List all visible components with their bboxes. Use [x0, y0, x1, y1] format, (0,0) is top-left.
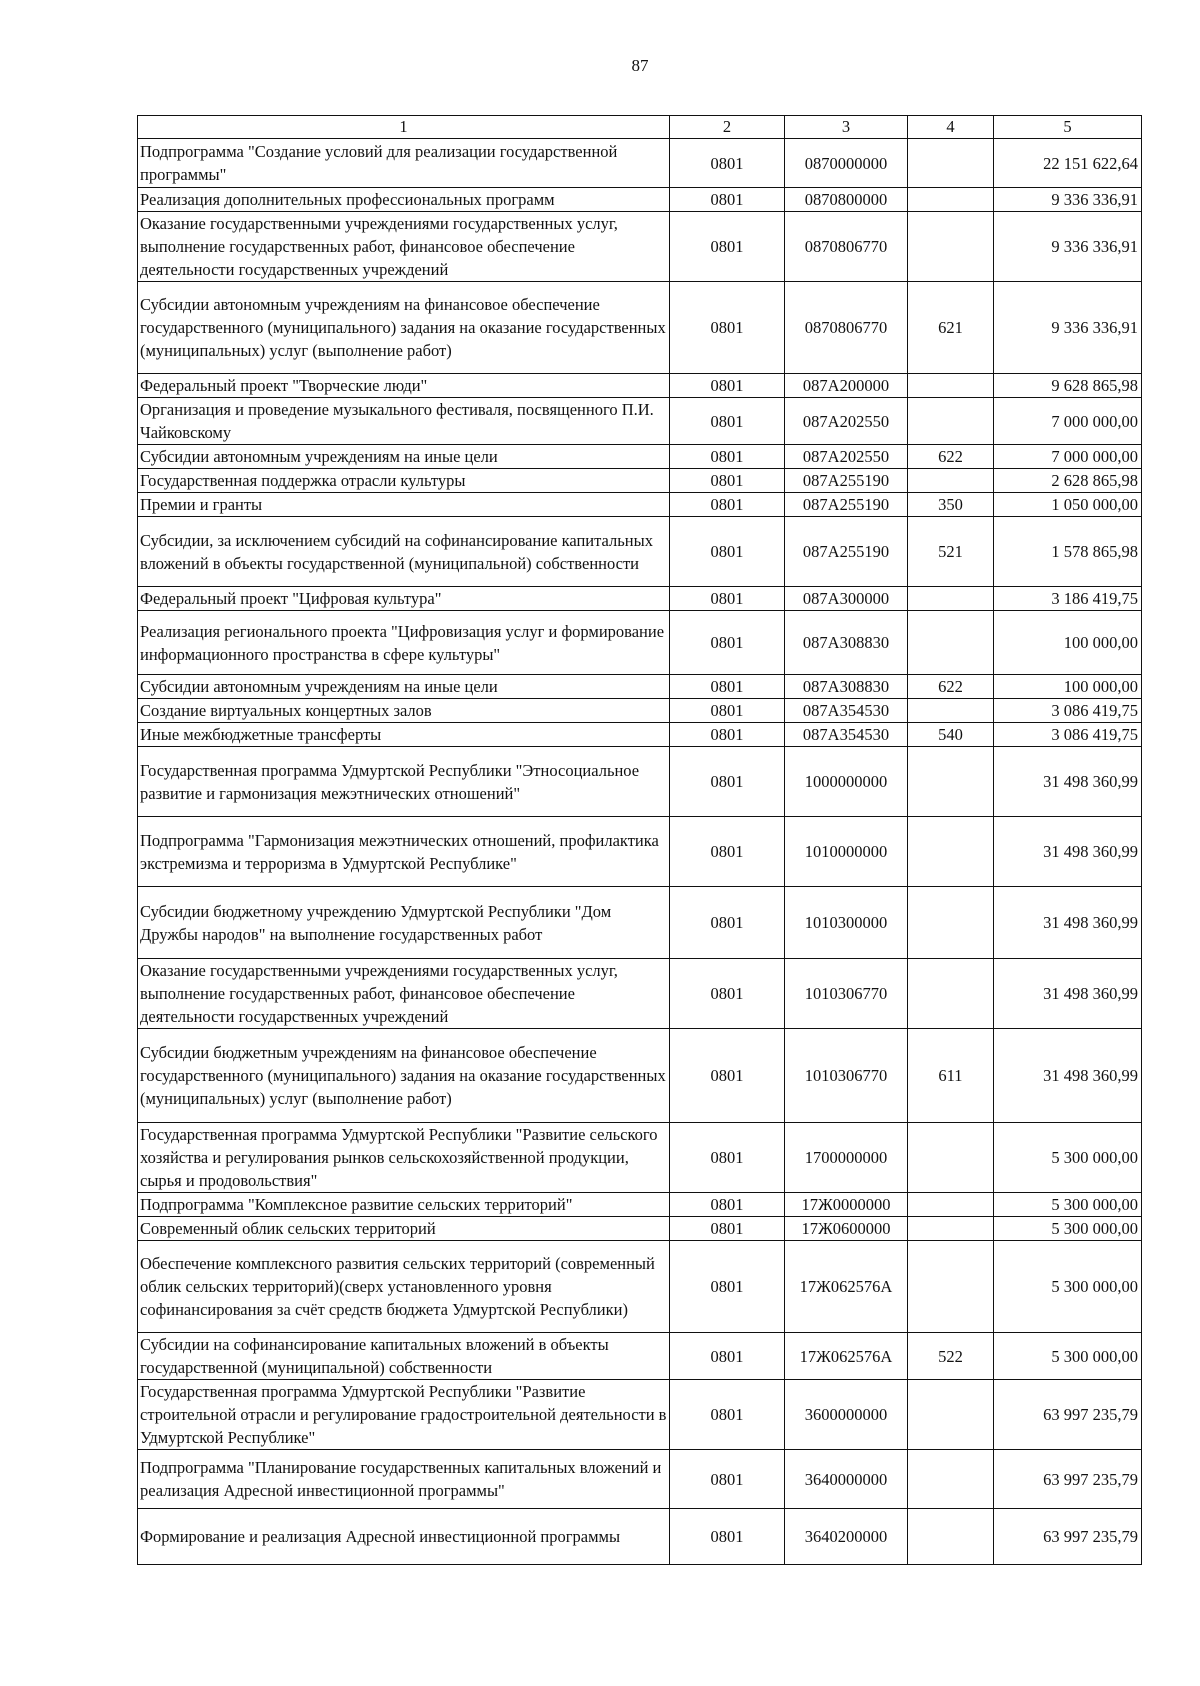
- target-code-cell: 0870000000: [785, 139, 908, 188]
- table-row: [138, 611, 1142, 675]
- amount-cell: 3 086 419,75: [994, 723, 1142, 747]
- table-row: [138, 445, 1142, 469]
- name-cell: Государственная поддержка отрасли культуры: [138, 469, 670, 493]
- section-cell: 0801: [670, 1380, 785, 1450]
- target-code-cell: 17Ж062576А: [785, 1333, 908, 1380]
- expense-type-cell: [908, 1241, 994, 1333]
- expense-type-cell: [908, 1193, 994, 1217]
- budget-table: [137, 115, 1142, 1565]
- target-code-cell: 3640000000: [785, 1450, 908, 1509]
- expense-type-cell: 621: [908, 282, 994, 374]
- amount-cell: 5 300 000,00: [994, 1193, 1142, 1217]
- table-row: [138, 1333, 1142, 1380]
- name-cell: Современный облик сельских территорий: [138, 1217, 670, 1241]
- name-cell: Субсидии автономным учреждениям на иные цели: [138, 675, 670, 699]
- target-code-cell: 17Ж0000000: [785, 1193, 908, 1217]
- section-cell: 0801: [670, 1217, 785, 1241]
- name-cell: Федеральный проект "Цифровая культура": [138, 587, 670, 611]
- header-cell-4: 4: [908, 116, 994, 139]
- amount-cell: 5 300 000,00: [994, 1123, 1142, 1193]
- target-code-cell: 0870806770: [785, 282, 908, 374]
- table-row: [138, 1217, 1142, 1241]
- name-cell: Государственная программа Удмуртской Республики "Развитие строительной отрасли и регулирование градостроительной деятельности в Удмуртской Республике": [138, 1380, 670, 1450]
- name-cell: Федеральный проект "Творческие люди": [138, 374, 670, 398]
- table-row: [138, 517, 1142, 587]
- target-code-cell: 087А354530: [785, 723, 908, 747]
- amount-cell: 100 000,00: [994, 675, 1142, 699]
- target-code-cell: 0870800000: [785, 188, 908, 212]
- name-cell: Государственная программа Удмуртской Республики "Развитие сельского хозяйства и регулирования рынков сельскохозяйственной продукции, сырья и продовольствия": [138, 1123, 670, 1193]
- expense-type-cell: [908, 398, 994, 445]
- name-cell: Организация и проведение музыкального фестиваля, посвященного П.И. Чайковскому: [138, 398, 670, 445]
- section-cell: 0801: [670, 817, 785, 887]
- target-code-cell: 3640200000: [785, 1509, 908, 1565]
- amount-cell: 63 997 235,79: [994, 1450, 1142, 1509]
- expense-type-cell: [908, 887, 994, 959]
- name-cell: Подпрограмма "Комплексное развитие сельских территорий": [138, 1193, 670, 1217]
- target-code-cell: 1010306770: [785, 959, 908, 1029]
- amount-cell: 7 000 000,00: [994, 445, 1142, 469]
- name-cell: Реализация регионального проекта "Цифровизация услуг и формирование информационного пространства в сфере культуры": [138, 611, 670, 675]
- target-code-cell: 17Ж0600000: [785, 1217, 908, 1241]
- target-code-cell: 17Ж062576А: [785, 1241, 908, 1333]
- expense-type-cell: [908, 188, 994, 212]
- section-cell: 0801: [670, 374, 785, 398]
- table-row: [138, 469, 1142, 493]
- page-number: 87: [631, 56, 649, 75]
- name-cell: Реализация дополнительных профессиональных программ: [138, 188, 670, 212]
- target-code-cell: 087А354530: [785, 699, 908, 723]
- amount-cell: 1 050 000,00: [994, 493, 1142, 517]
- section-cell: 0801: [670, 469, 785, 493]
- name-cell: Премии и гранты: [138, 493, 670, 517]
- expense-type-cell: [908, 747, 994, 817]
- expense-type-cell: [908, 611, 994, 675]
- target-code-cell: 087А308830: [785, 611, 908, 675]
- name-cell: Субсидии бюджетным учреждениям на финансовое обеспечение государственного (муниципального) задания на оказание государственных (муниципальных) услуг (выполнение работ): [138, 1029, 670, 1123]
- section-cell: 0801: [670, 212, 785, 282]
- section-cell: 0801: [670, 887, 785, 959]
- table-row: [138, 817, 1142, 887]
- table-row: [138, 139, 1142, 188]
- amount-cell: 3 186 419,75: [994, 587, 1142, 611]
- expense-type-cell: 622: [908, 675, 994, 699]
- header-cell-5: 5: [994, 116, 1142, 139]
- amount-cell: 100 000,00: [994, 611, 1142, 675]
- name-cell: Обеспечение комплексного развития сельских территорий (современный облик сельских территорий)(сверх установленного уровня софинансирования за счёт средств бюджета Удмуртской Республики): [138, 1241, 670, 1333]
- table-row: [138, 398, 1142, 445]
- table-body: [138, 139, 1142, 1565]
- expense-type-cell: 611: [908, 1029, 994, 1123]
- name-cell: Субсидии автономным учреждениям на финансовое обеспечение государственного (муниципального) задания на оказание государственных (муниципальных) услуг (выполнение работ): [138, 282, 670, 374]
- target-code-cell: 087А255190: [785, 469, 908, 493]
- amount-cell: 31 498 360,99: [994, 1029, 1142, 1123]
- section-cell: 0801: [670, 675, 785, 699]
- amount-cell: 9 628 865,98: [994, 374, 1142, 398]
- table-row: [138, 188, 1142, 212]
- target-code-cell: 1000000000: [785, 747, 908, 817]
- expense-type-cell: [908, 1217, 994, 1241]
- header-row: [138, 116, 1142, 139]
- target-code-cell: 087А255190: [785, 493, 908, 517]
- target-code-cell: 1010000000: [785, 817, 908, 887]
- amount-cell: 9 336 336,91: [994, 212, 1142, 282]
- table-row: [138, 282, 1142, 374]
- target-code-cell: 1700000000: [785, 1123, 908, 1193]
- table-row: [138, 1193, 1142, 1217]
- header-cell-3: 3: [785, 116, 908, 139]
- table-row: [138, 1450, 1142, 1509]
- section-cell: 0801: [670, 1241, 785, 1333]
- section-cell: 0801: [670, 699, 785, 723]
- table-row: [138, 747, 1142, 817]
- amount-cell: 9 336 336,91: [994, 188, 1142, 212]
- amount-cell: 31 498 360,99: [994, 959, 1142, 1029]
- expense-type-cell: [908, 959, 994, 1029]
- section-cell: 0801: [670, 1193, 785, 1217]
- amount-cell: 31 498 360,99: [994, 747, 1142, 817]
- target-code-cell: 087А200000: [785, 374, 908, 398]
- target-code-cell: 087А308830: [785, 675, 908, 699]
- target-code-cell: 087А202550: [785, 445, 908, 469]
- amount-cell: 22 151 622,64: [994, 139, 1142, 188]
- section-cell: 0801: [670, 587, 785, 611]
- table-row: [138, 587, 1142, 611]
- table-row: [138, 699, 1142, 723]
- expense-type-cell: [908, 699, 994, 723]
- table-row: [138, 887, 1142, 959]
- table-row: [138, 1123, 1142, 1193]
- target-code-cell: 087А255190: [785, 517, 908, 587]
- target-code-cell: 1010300000: [785, 887, 908, 959]
- amount-cell: 63 997 235,79: [994, 1380, 1142, 1450]
- amount-cell: 5 300 000,00: [994, 1333, 1142, 1380]
- target-code-cell: 0870806770: [785, 212, 908, 282]
- name-cell: Государственная программа Удмуртской Республики "Этносоциальное развитие и гармонизация межэтнических отношений": [138, 747, 670, 817]
- amount-cell: 31 498 360,99: [994, 887, 1142, 959]
- section-cell: 0801: [670, 1450, 785, 1509]
- expense-type-cell: 522: [908, 1333, 994, 1380]
- expense-type-cell: [908, 212, 994, 282]
- section-cell: 0801: [670, 493, 785, 517]
- expense-type-cell: 350: [908, 493, 994, 517]
- table-row: [138, 374, 1142, 398]
- section-cell: 0801: [670, 747, 785, 817]
- amount-cell: 9 336 336,91: [994, 282, 1142, 374]
- amount-cell: 63 997 235,79: [994, 1509, 1142, 1565]
- expense-type-cell: [908, 1123, 994, 1193]
- section-cell: 0801: [670, 959, 785, 1029]
- expense-type-cell: [908, 817, 994, 887]
- expense-type-cell: [908, 469, 994, 493]
- section-cell: 0801: [670, 1123, 785, 1193]
- name-cell: Создание виртуальных концертных залов: [138, 699, 670, 723]
- section-cell: 0801: [670, 611, 785, 675]
- table-row: [138, 959, 1142, 1029]
- target-code-cell: 3600000000: [785, 1380, 908, 1450]
- expense-type-cell: 540: [908, 723, 994, 747]
- expense-type-cell: [908, 587, 994, 611]
- name-cell: Оказание государственными учреждениями государственных услуг, выполнение государственных работ, финансовое обеспечение деятельности государственных учреждений: [138, 959, 670, 1029]
- target-code-cell: 087А300000: [785, 587, 908, 611]
- name-cell: Субсидии автономным учреждениям на иные цели: [138, 445, 670, 469]
- amount-cell: 31 498 360,99: [994, 817, 1142, 887]
- table-row: [138, 1509, 1142, 1565]
- section-cell: 0801: [670, 1029, 785, 1123]
- section-cell: 0801: [670, 1509, 785, 1565]
- table-row: [138, 212, 1142, 282]
- expense-type-cell: 521: [908, 517, 994, 587]
- header-cell-2: 2: [670, 116, 785, 139]
- name-cell: Субсидии, за исключением субсидий на софинансирование капитальных вложений в объекты государственной (муниципальной) собственности: [138, 517, 670, 587]
- name-cell: Оказание государственными учреждениями государственных услуг, выполнение государственных работ, финансовое обеспечение деятельности государственных учреждений: [138, 212, 670, 282]
- section-cell: 0801: [670, 188, 785, 212]
- expense-type-cell: [908, 1450, 994, 1509]
- amount-cell: 5 300 000,00: [994, 1241, 1142, 1333]
- section-cell: 0801: [670, 517, 785, 587]
- section-cell: 0801: [670, 1333, 785, 1380]
- expense-type-cell: [908, 139, 994, 188]
- name-cell: Иные межбюджетные трансферты: [138, 723, 670, 747]
- expense-type-cell: [908, 1509, 994, 1565]
- expense-type-cell: [908, 374, 994, 398]
- section-cell: 0801: [670, 139, 785, 188]
- table-row: [138, 675, 1142, 699]
- name-cell: Подпрограмма "Гармонизация межэтнических отношений, профилактика экстремизма и терроризма в Удмуртской Республике": [138, 817, 670, 887]
- table-row: [138, 1380, 1142, 1450]
- name-cell: Подпрограмма "Планирование государственных капитальных вложений и реализация Адресной инвестиционной программы": [138, 1450, 670, 1509]
- target-code-cell: 087А202550: [785, 398, 908, 445]
- name-cell: Субсидии на софинансирование капитальных вложений в объекты государственной (муниципальной) собственности: [138, 1333, 670, 1380]
- expense-type-cell: [908, 1380, 994, 1450]
- section-cell: 0801: [670, 445, 785, 469]
- table-row: [138, 1241, 1142, 1333]
- section-cell: 0801: [670, 723, 785, 747]
- name-cell: Субсидии бюджетному учреждению Удмуртской Республики "Дом Дружбы народов" на выполнение государственных работ: [138, 887, 670, 959]
- target-code-cell: 1010306770: [785, 1029, 908, 1123]
- amount-cell: 7 000 000,00: [994, 398, 1142, 445]
- section-cell: 0801: [670, 398, 785, 445]
- amount-cell: 3 086 419,75: [994, 699, 1142, 723]
- amount-cell: 2 628 865,98: [994, 469, 1142, 493]
- expense-type-cell: 622: [908, 445, 994, 469]
- table-row: [138, 723, 1142, 747]
- amount-cell: 5 300 000,00: [994, 1217, 1142, 1241]
- table-row: [138, 1029, 1142, 1123]
- name-cell: Подпрограмма "Создание условий для реализации государственной программы": [138, 139, 670, 188]
- table-row: [138, 493, 1142, 517]
- name-cell: Формирование и реализация Адресной инвестиционной программы: [138, 1509, 670, 1565]
- header-cell-1: 1: [138, 116, 670, 139]
- section-cell: 0801: [670, 282, 785, 374]
- amount-cell: 1 578 865,98: [994, 517, 1142, 587]
